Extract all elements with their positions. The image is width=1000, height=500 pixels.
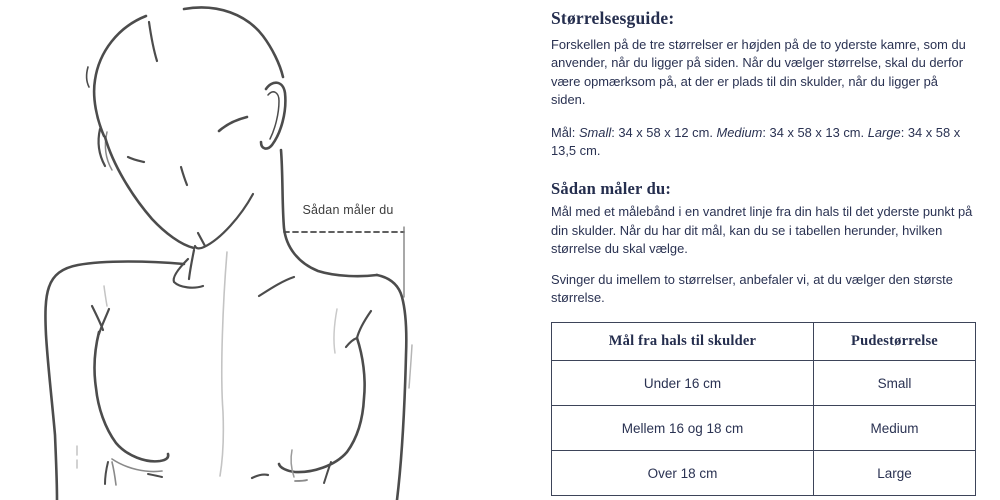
- size-advice-text: Svinger du imellem to størrelser, anbefaler vi, at du vælger den største størrelse.: [551, 271, 953, 306]
- head-strokes: [87, 7, 286, 248]
- table-cell-measurement: Under 16 cm: [552, 361, 814, 406]
- how-to-measure-title: Sådan måler du:: [551, 179, 672, 199]
- dimension-size-value-medium: : 34 x 58 x 13 cm.: [762, 124, 868, 140]
- dimension-size-value-small: : 34 x 58 x 12 cm.: [611, 124, 717, 140]
- table-header-pillow-size: Pudestørrelse: [814, 323, 976, 361]
- size-dimensions: [551, 124, 975, 161]
- table-cell-size: Medium: [814, 406, 976, 451]
- table-row: [552, 361, 976, 406]
- size-guide-title: Størrelsesguide:: [551, 8, 675, 28]
- size-guide-intro: Forskellen på de tre størrelser er højden på de to yderste kamre, som du anvender, når du ligger på siden. Når du vælger størrelse, skal du derfor være opmærksom på, at der er plads til din skulder, når du ligger på siden.: [551, 37, 966, 108]
- table-header-row: [552, 323, 976, 361]
- table-row: [552, 406, 976, 451]
- table-row: [552, 451, 976, 496]
- table-header-measurement: Mål fra hals til skulder: [552, 323, 814, 361]
- how-to-measure-text: Mål med et målebånd i en vandret linje fra din hals til det yderste punkt på din skulder. Når du har dit mål, kan du se i tabellen herunder, hvilken størrelse du skal vælge.: [551, 204, 973, 257]
- table-cell-size: Large: [814, 451, 976, 496]
- measurement-label: Sådan måler du: [302, 203, 394, 217]
- dimension-size-name-small: Small: [578, 124, 612, 140]
- dimensions-label: Mål:: [551, 124, 576, 140]
- table-cell-measurement: Mellem 16 og 18 cm: [552, 406, 814, 451]
- size-table: [551, 322, 976, 496]
- table-cell-measurement: Over 18 cm: [552, 451, 814, 496]
- size-guide-section: [551, 8, 975, 496]
- dimension-size-name-medium: Medium: [716, 124, 763, 140]
- table-cell-size: Small: [814, 361, 976, 406]
- dimension-size-value-large: : 34 x 58 x 13,5 cm.: [551, 124, 961, 159]
- dimension-size-name-large: Large: [867, 124, 901, 140]
